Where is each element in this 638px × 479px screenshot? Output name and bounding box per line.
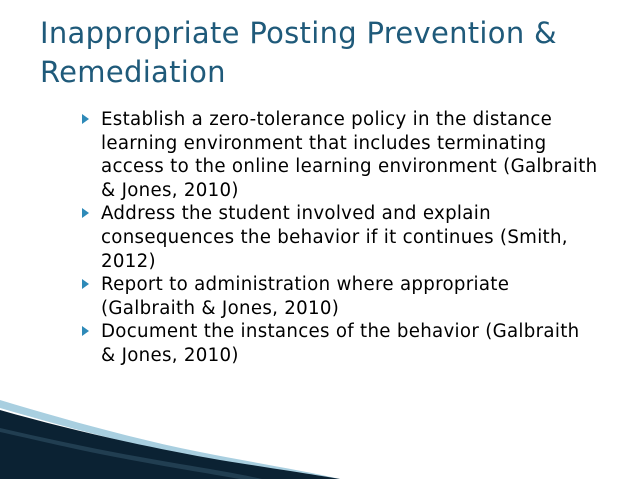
- bullet-arrow-icon: [82, 279, 89, 289]
- bullet-item: [78, 108, 598, 202]
- bullet-arrow-icon: [82, 114, 89, 124]
- bullet-list: [78, 108, 598, 368]
- slide-title: Inappropriate Posting Prevention & Remediation: [40, 16, 557, 89]
- bullet-item: [78, 320, 598, 367]
- bullet-text: Address the student involved and explain consequences the behavior if it continues (Smith, 2012): [101, 203, 568, 272]
- decorative-swoosh: [0, 380, 638, 479]
- bullet-arrow-icon: [82, 208, 89, 218]
- bullet-text: Establish a zero-tolerance policy in the distance learning environment that includes terminating access to the online learning environment (Galbraith & Jones, 2010): [101, 109, 598, 201]
- bullet-arrow-icon: [82, 326, 89, 336]
- bullet-item: [78, 273, 598, 320]
- bullet-text: Report to administration where appropriate (Galbraith & Jones, 2010): [101, 274, 510, 319]
- bullet-text: Document the instances of the behavior (Galbraith & Jones, 2010): [101, 321, 580, 366]
- bullet-item: [78, 202, 598, 273]
